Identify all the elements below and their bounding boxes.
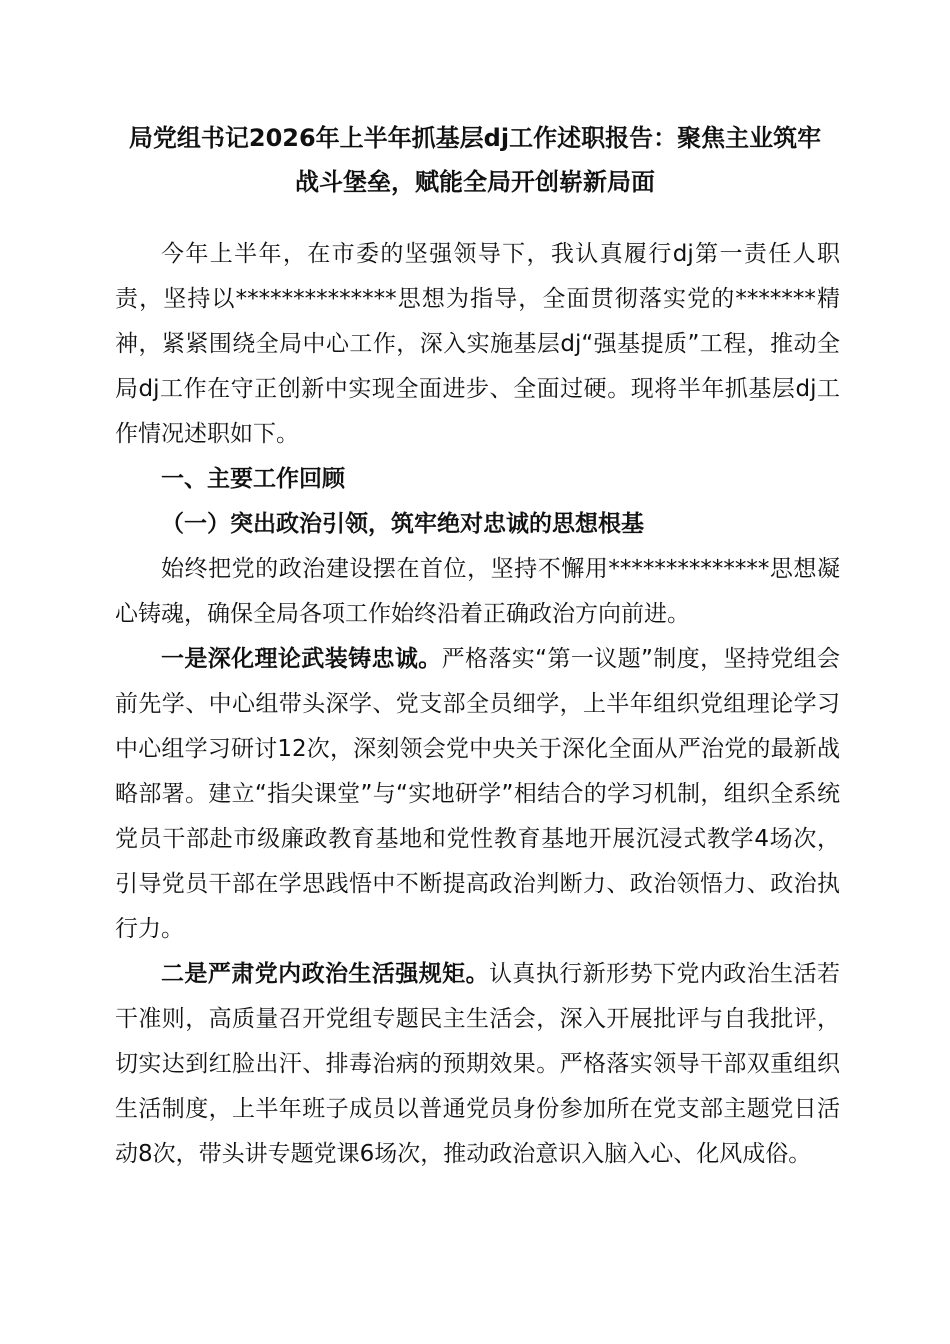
document-body — [115, 232, 840, 1177]
item-party-life-paragraph — [115, 952, 840, 1177]
title-line-2: 战斗堡垒，赋能全局开创崭新局面 — [295, 168, 655, 196]
item-party-life-lead: 二是严肃党内政治生活强规矩。 — [161, 961, 489, 987]
item-party-life-text: 认真执行新形势下党内政治生活若干准则，高质量召开党组专题民主生活会，深入开展批评与自我批评，切实达到红脸出汗、排毒治病的预期效果。严格落实领导干部双重组织生活制度，上半年班子成员以普通党员身份参加所在党支部主题党日活动8次，带头讲专题党课6场次，推动政治意识入脑入心、化风成俗。 — [115, 961, 841, 1167]
subsection-heading-political-leadership: （一）突出政治引领，筑牢绝对忠诚的思想根基 — [161, 511, 644, 537]
title-line-1: 局党组书记2026年上半年抓基层dj工作述职报告：聚焦主业筑牢 — [128, 124, 822, 152]
intro-paragraph: 今年上半年，在市委的坚强领导下，我认真履行dj第一责任人职责，坚持以**************思想为指导，全面贯彻落实党的*******精神，紧紧围绕全局中心工作，深入实施基层dj“强基提质”工程，推动全局dj工作在守正创新中实现全面进步、全面过硬。现将半年抓基层dj工作情况述职如下。 — [115, 241, 840, 447]
subsection-intro-paragraph: 始终把党的政治建设摆在首位，坚持不懈用**************思想凝心铸魂，确保全局各项工作始终沿着正确政治方向前进。 — [115, 556, 840, 627]
document-title — [100, 116, 850, 204]
item-theory-armament-lead: 一是深化理论武装铸忠诚。 — [161, 646, 442, 672]
item-theory-armament-text: 严格落实“第一议题”制度，坚持党组会前先学、中心组带头深学、党支部全员细学，上半年组织党组理论学习中心组学习研讨12次，深刻领会党中央关于深化全面从严治党的最新战略部署。建立“指尖课堂”与“实地研学”相结合的学习机制，组织全系统党员干部赴市级廉政教育基地和党性教育基地开展沉浸式教学4场次，引导党员干部在学思践悟中不断提高政治判断力、政治领悟力、政治执行力。 — [115, 646, 840, 942]
section-heading-main-work-review: 一、主要工作回顾 — [161, 466, 345, 492]
item-theory-armament-paragraph — [115, 637, 840, 952]
